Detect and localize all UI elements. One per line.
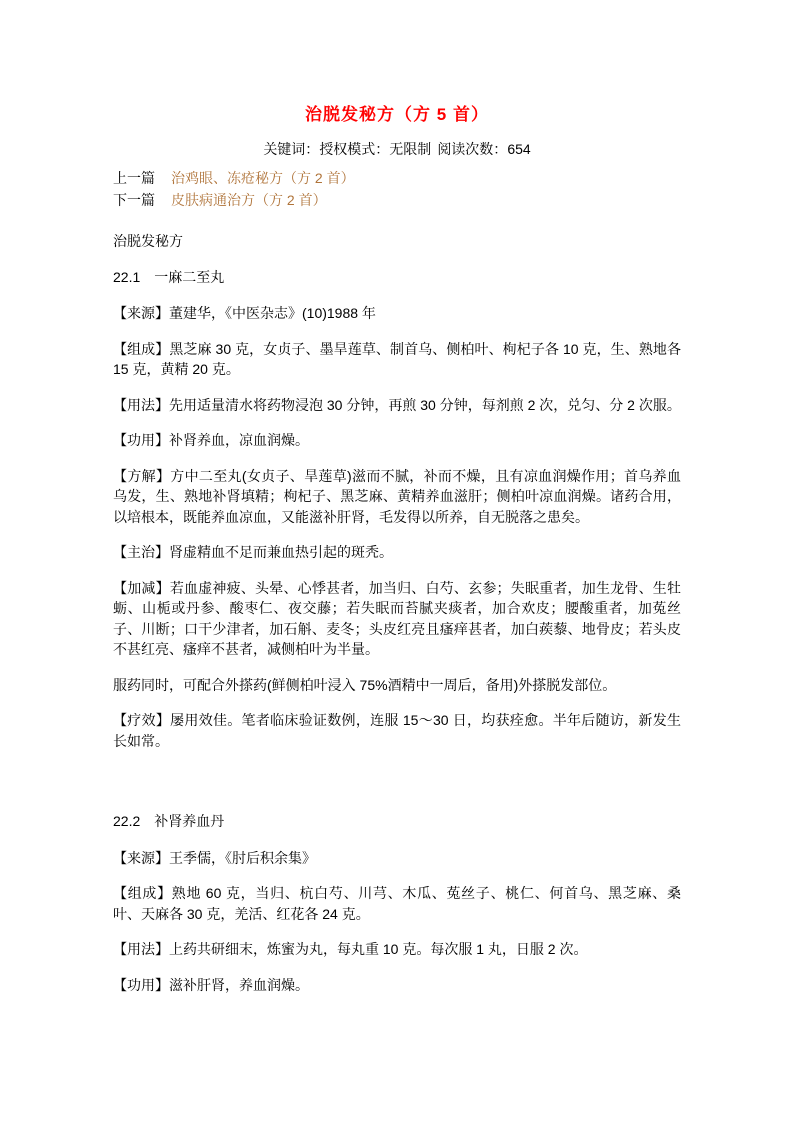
- paragraph-function: 【功用】补肾养血，凉血润燥。: [113, 432, 309, 448]
- keywords-label: 关键词：: [263, 141, 320, 157]
- prev-article-link[interactable]: 治鸡眼、冻疮秘方（方 2 首）: [171, 170, 355, 186]
- paragraph-modification: 【加减】若血虚神疲、头晕、心悸甚者，加当归、白芍、玄参；失眠重者，加生龙骨、生牡蛎、山栀或丹参、酸枣仁、夜交藤；若失眠而苔腻夹痰者，加合欢皮；腰酸重者，加菟丝子、川断；口干少津者，加石斛、麦冬；头皮红亮且瘙痒甚者，加白蒺藜、地骨皮；若头皮不甚红亮、瘙痒不甚者，减侧柏叶为半量。: [113, 579, 681, 657]
- paragraph-external-use: 服药同时，可配合外搽药(鲜侧柏叶浸入 75%酒精中一周后，备用)外搽脱发部位。: [113, 676, 617, 693]
- paragraph-source: 【来源】董建华，《中医杂志》(10)1988 年: [113, 305, 376, 321]
- section-number: 22.1: [113, 268, 141, 285]
- section-heading-2: [113, 811, 681, 832]
- section-number: 22.2: [113, 813, 141, 829]
- prev-article-row: [113, 167, 681, 189]
- paragraph-usage: 【用法】先用适量清水将药物浸泡 30 分钟，再煎 30 分钟，每剂煎 2 次，兑匀、分 2 次服。: [113, 396, 681, 413]
- views-label: 阅读次数：: [437, 141, 508, 157]
- article-heading: 治脱发秘方: [113, 233, 183, 249]
- paragraph-composition: 【组成】熟地 60 克，当归、杭白芍、川芎、木瓜、菟丝子、桃仁、何首乌、黑芝麻、桑叶、天麻各 30 克，羌活、红花各 24 克。: [113, 885, 681, 922]
- next-article-row: [113, 189, 681, 211]
- views-count: 654: [507, 141, 531, 157]
- meta-line: [113, 139, 681, 160]
- prev-label: 上一篇: [113, 170, 155, 186]
- paragraph-explanation: 【方解】方中二至丸(女贞子、旱莲草)滋而不腻，补而不燥，且有凉血润燥作用；首乌养血乌发，生、熟地补肾填精；枸杞子、黑芝麻、黄精养血滋肝；侧柏叶凉血润燥。诸药合用，以培根本，既能养血凉血，又能滋补肝肾，毛发得以所养，自无脱落之患矣。: [113, 467, 681, 525]
- page-title: 治脱发秘方（方 5 首）: [305, 105, 489, 124]
- section-title: 补肾养血丹: [154, 813, 225, 829]
- paragraph-usage: 【用法】上药共研细末，炼蜜为丸，每丸重 10 克。每次服 1 丸，日服 2 次。: [113, 941, 588, 957]
- section-title: 一麻二至丸: [154, 268, 225, 285]
- article-body: [113, 231, 681, 995]
- paragraph-function: 【功用】滋补肝肾，养血润燥。: [113, 976, 309, 993]
- paragraph-efficacy: 【疗效】屡用效佳。笔者临床验证数例，连服 15～30 日，均获痊愈。半年后随访，新发生长如常。: [113, 712, 681, 749]
- auth-mode-value: 授权模式：无限制: [319, 141, 432, 157]
- section-heading-1: [113, 267, 681, 288]
- paragraph-composition: 【组成】黑芝麻 30 克，女贞子、墨旱莲草、制首乌、侧柏叶、枸杞子各 10 克，生、熟地各 15 克，黄精 20 克。: [113, 340, 681, 377]
- next-article-link[interactable]: 皮肤病通治方（方 2 首）: [171, 192, 327, 208]
- next-label: 下一篇: [113, 192, 155, 208]
- paragraph-source: 【来源】王季儒，《肘后积余集》: [113, 849, 316, 866]
- paragraph-indication: 【主治】肾虚精血不足而兼血热引起的斑秃。: [113, 544, 393, 560]
